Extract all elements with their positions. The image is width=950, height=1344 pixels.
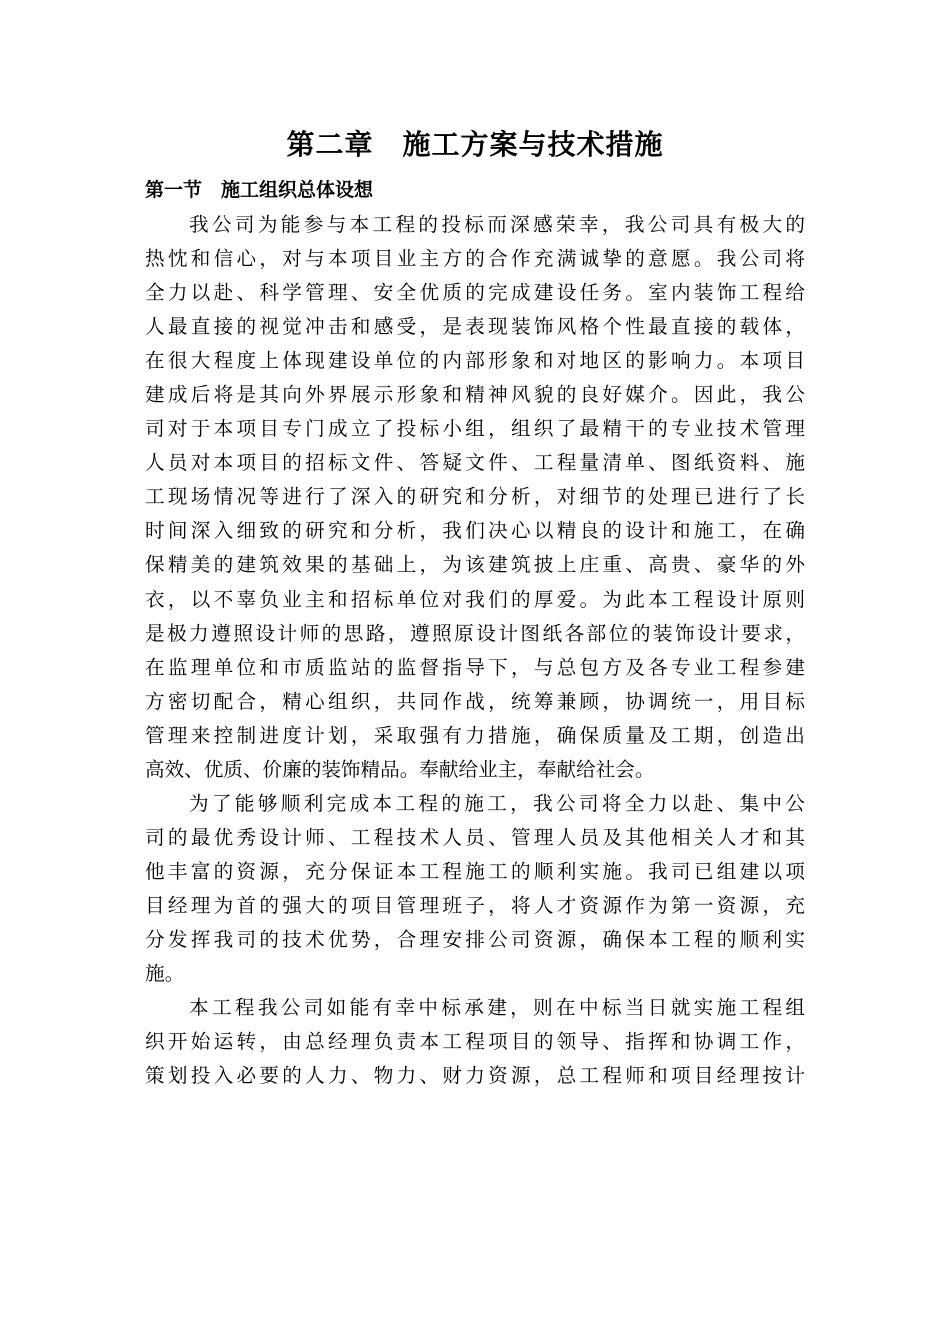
text-line: 本工程我公司如能有幸中标承建，则在中标当日就实施工程组 — [189, 996, 805, 1020]
chapter-title: 第二章 施工方案与技术措施 — [286, 128, 664, 161]
text-line: 他丰富的资源，充分保证本工程施工的顺利实施。我司已组建以项 — [145, 859, 805, 883]
text-line: 管理来控制进度计划，采取强有力措施，确保质量及工期，创造出 — [145, 723, 805, 747]
text-line: 高效、优质、价廉的装饰精品。奉献给业主，奉献给社会。 — [145, 757, 655, 781]
text-line: 织开始运转，由总经理负责本工程项目的领导、指挥和协调工作， — [145, 1030, 805, 1054]
text-line: 全力以赴、科学管理、安全优质的完成建设任务。室内装饰工程给 — [145, 281, 805, 305]
body-text — [145, 208, 805, 1093]
text-line: 衣，以不辜负业主和招标单位对我们的厚爱。为此本工程设计原则 — [145, 587, 805, 611]
text-line: 建成后将是其向外界展示形象和精神风貌的良好媒介。因此，我公 — [145, 383, 805, 407]
text-line: 热忱和信心，对与本项目业主方的合作充满诚挚的意愿。我公司将 — [145, 247, 805, 271]
text-line: 目经理为首的强大的项目管理班子，将人才资源作为第一资源，充 — [145, 893, 805, 917]
text-line: 司的最优秀设计师、工程技术人员、管理人员及其他相关人才和其 — [145, 825, 805, 849]
text-line: 时间深入细致的研究和分析，我们决心以精良的设计和施工，在确 — [145, 519, 805, 543]
text-line: 人员对本项目的招标文件、答疑文件、工程量清单、图纸资料、施 — [145, 451, 805, 475]
text-line: 施。 — [145, 962, 185, 986]
text-line: 在监理单位和市质监站的监督指导下，与总包方及各专业工程参建 — [145, 655, 805, 679]
text-line: 工现场情况等进行了深入的研究和分析，对细节的处理已进行了长 — [145, 485, 805, 509]
text-line: 人最直接的视觉冲击和感受，是表现装饰风格个性最直接的载体， — [145, 315, 805, 339]
text-line: 保精美的建筑效果的基础上，为该建筑披上庄重、高贵、豪华的外 — [145, 553, 805, 577]
text-line: 为了能够顺利完成本工程的施工，我公司将全力以赴、集中公 — [189, 791, 805, 815]
section-title: 第一节 施工组织总体设想 — [145, 179, 374, 201]
text-line: 司对于本项目专门成立了投标小组，组织了最精干的专业技术管理 — [145, 417, 805, 441]
text-line: 方密切配合，精心组织，共同作战，统筹兼顾，协调统一，用目标 — [145, 689, 805, 713]
text-line: 策划投入必要的人力、物力、财力资源，总工程师和项目经理按计 — [145, 1064, 805, 1088]
text-line: 在很大程度上体现建设单位的内部形象和对地区的影响力。本项目 — [145, 349, 805, 373]
text-line: 我公司为能参与本工程的投标而深感荣幸，我公司具有极大的 — [189, 213, 805, 236]
text-line: 是极力遵照设计师的思路，遵照原设计图纸各部位的装饰设计要求， — [145, 621, 805, 645]
text-line: 分发挥我司的技术优势，合理安排公司资源，确保本工程的顺利实 — [145, 927, 805, 951]
